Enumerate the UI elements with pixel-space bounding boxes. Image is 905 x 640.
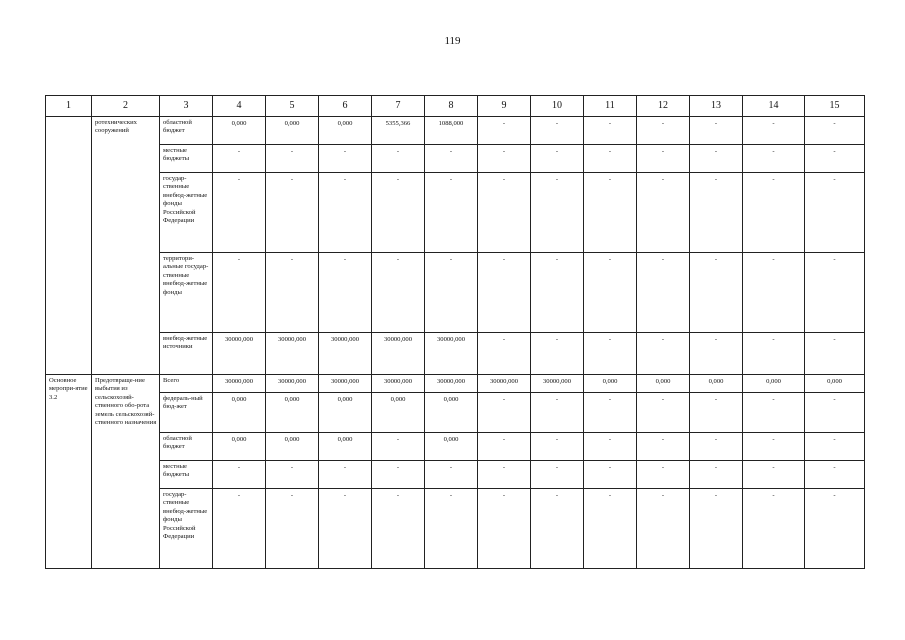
value-cell: 30000,000 [478, 375, 531, 393]
value-cell: - [805, 489, 865, 569]
table-row [46, 145, 865, 173]
value-cell: 0,000 [805, 375, 865, 393]
value-cell: - [531, 433, 584, 461]
value-cell: 5355,366 [372, 117, 425, 145]
value-cell: - [531, 173, 584, 253]
funding-source-cell: областной бюджет [160, 117, 213, 145]
value-cell: - [478, 253, 531, 333]
value-cell: - [637, 333, 690, 375]
value-cell: 30000,000 [372, 333, 425, 375]
value-cell: - [319, 253, 372, 333]
value-cell: 0,000 [425, 433, 478, 461]
value-cell: 30000,000 [213, 375, 266, 393]
value-cell: - [743, 145, 805, 173]
value-cell: - [531, 253, 584, 333]
value-cell: - [319, 173, 372, 253]
budget-table [45, 95, 865, 569]
value-cell: - [372, 489, 425, 569]
value-cell: - [637, 145, 690, 173]
value-cell: - [690, 117, 743, 145]
table-row [46, 489, 865, 569]
value-cell: 0,000 [319, 433, 372, 461]
column-header: 8 [425, 96, 478, 117]
value-cell: 30000,000 [425, 333, 478, 375]
value-cell: - [478, 173, 531, 253]
value-cell: - [743, 393, 805, 433]
value-cell: - [690, 461, 743, 489]
value-cell: - [531, 461, 584, 489]
value-cell: - [690, 253, 743, 333]
column-header: 5 [266, 96, 319, 117]
value-cell: - [372, 173, 425, 253]
description-cell: Предотвраще-ние выбытия из сельскохозяй-ственного обо-рота земель сельскохозяй-ственного назначения [92, 375, 160, 569]
value-cell: 0,000 [372, 393, 425, 433]
column-header: 6 [319, 96, 372, 117]
activity-cell [46, 117, 92, 375]
column-header: 2 [92, 96, 160, 117]
value-cell: 30000,000 [425, 375, 478, 393]
value-cell: - [637, 117, 690, 145]
value-cell: - [213, 145, 266, 173]
value-cell: - [478, 333, 531, 375]
value-cell: 30000,000 [372, 375, 425, 393]
value-cell: - [425, 145, 478, 173]
value-cell: - [213, 461, 266, 489]
table-row [46, 375, 865, 393]
value-cell: - [584, 173, 637, 253]
value-cell: - [584, 433, 637, 461]
value-cell: - [372, 433, 425, 461]
value-cell: - [690, 393, 743, 433]
value-cell: - [266, 489, 319, 569]
table-row [46, 461, 865, 489]
value-cell: - [805, 333, 865, 375]
value-cell: - [743, 117, 805, 145]
column-header: 15 [805, 96, 865, 117]
value-cell: 0,000 [319, 393, 372, 433]
value-cell: - [690, 173, 743, 253]
value-cell: - [213, 253, 266, 333]
value-cell: - [584, 393, 637, 433]
value-cell: - [478, 393, 531, 433]
value-cell: - [805, 145, 865, 173]
value-cell: - [584, 117, 637, 145]
value-cell: 0,000 [213, 393, 266, 433]
table-row [46, 173, 865, 253]
value-cell: - [584, 253, 637, 333]
value-cell: - [743, 489, 805, 569]
value-cell: - [531, 393, 584, 433]
value-cell: 30000,000 [266, 375, 319, 393]
value-cell: - [637, 253, 690, 333]
column-header: 11 [584, 96, 637, 117]
value-cell: - [319, 461, 372, 489]
description-cell: ротехнических сооружений [92, 117, 160, 375]
funding-source-cell: Всего [160, 375, 213, 393]
value-cell: 0,000 [584, 375, 637, 393]
value-cell: - [213, 173, 266, 253]
value-cell: - [584, 489, 637, 569]
value-cell: - [319, 489, 372, 569]
funding-source-cell: государ-ственные внебюд-жетные фонды Российской Федерации [160, 489, 213, 569]
value-cell: - [425, 489, 478, 569]
value-cell: - [478, 433, 531, 461]
funding-source-cell: областной бюджет [160, 433, 213, 461]
funding-source-cell: местные бюджеты [160, 461, 213, 489]
table-row [46, 393, 865, 433]
value-cell: - [743, 253, 805, 333]
header-row [46, 96, 865, 117]
value-cell: 0,000 [213, 433, 266, 461]
value-cell: - [690, 433, 743, 461]
value-cell: 30000,000 [266, 333, 319, 375]
value-cell: - [743, 333, 805, 375]
value-cell: - [266, 145, 319, 173]
value-cell: - [425, 253, 478, 333]
value-cell: - [531, 117, 584, 145]
funding-source-cell: внебюд-жетные источники [160, 333, 213, 375]
value-cell: - [425, 461, 478, 489]
column-header: 4 [213, 96, 266, 117]
value-cell: - [637, 433, 690, 461]
value-cell: 30000,000 [213, 333, 266, 375]
value-cell: 0,000 [690, 375, 743, 393]
value-cell: 0,000 [266, 433, 319, 461]
table-row [46, 117, 865, 145]
column-header: 9 [478, 96, 531, 117]
value-cell: 0,000 [743, 375, 805, 393]
value-cell: - [584, 333, 637, 375]
activity-cell: Основное меропри-ятие 3.2 [46, 375, 92, 569]
value-cell: - [690, 145, 743, 173]
value-cell: - [266, 173, 319, 253]
value-cell: 0,000 [266, 117, 319, 145]
table-row [46, 253, 865, 333]
value-cell: - [584, 145, 637, 173]
value-cell: - [637, 173, 690, 253]
value-cell: - [213, 489, 266, 569]
funding-source-cell: территори-альные государ-ственные внебюд-жетные фонды [160, 253, 213, 333]
value-cell: - [805, 117, 865, 145]
column-header: 13 [690, 96, 743, 117]
value-cell: - [425, 173, 478, 253]
funding-source-cell: государ-ственные внебюд-жетные фонды Российской Федерации [160, 173, 213, 253]
value-cell: - [531, 333, 584, 375]
value-cell: - [805, 173, 865, 253]
value-cell: - [266, 253, 319, 333]
value-cell: 30000,000 [319, 333, 372, 375]
value-cell: - [805, 253, 865, 333]
value-cell: - [690, 489, 743, 569]
value-cell: 0,000 [319, 117, 372, 145]
value-cell: - [637, 489, 690, 569]
value-cell: - [637, 461, 690, 489]
value-cell: - [319, 145, 372, 173]
table-row [46, 433, 865, 461]
value-cell: - [478, 145, 531, 173]
value-cell: - [743, 433, 805, 461]
value-cell: 0,000 [425, 393, 478, 433]
value-cell: - [478, 117, 531, 145]
value-cell: - [743, 461, 805, 489]
value-cell: - [584, 461, 637, 489]
funding-source-cell: федераль-ный бюд-жет [160, 393, 213, 433]
column-header: 7 [372, 96, 425, 117]
value-cell: 0,000 [213, 117, 266, 145]
value-cell: - [478, 489, 531, 569]
table-row [46, 333, 865, 375]
value-cell: - [372, 145, 425, 173]
value-cell: - [805, 461, 865, 489]
column-header: 12 [637, 96, 690, 117]
value-cell: - [805, 433, 865, 461]
value-cell: - [637, 393, 690, 433]
column-header: 1 [46, 96, 92, 117]
value-cell: 0,000 [266, 393, 319, 433]
value-cell: 0,000 [637, 375, 690, 393]
value-cell: 1088,000 [425, 117, 478, 145]
value-cell: - [372, 253, 425, 333]
value-cell: - [531, 145, 584, 173]
funding-source-cell: местные бюджеты [160, 145, 213, 173]
value-cell: 30000,000 [531, 375, 584, 393]
value-cell: - [743, 173, 805, 253]
value-cell: - [531, 489, 584, 569]
value-cell: - [478, 461, 531, 489]
column-header: 14 [743, 96, 805, 117]
value-cell: - [372, 461, 425, 489]
column-header: 3 [160, 96, 213, 117]
value-cell: - [690, 333, 743, 375]
value-cell: - [805, 393, 865, 433]
value-cell: - [266, 461, 319, 489]
column-header: 10 [531, 96, 584, 117]
value-cell: 30000,000 [319, 375, 372, 393]
page-number: 119 [444, 35, 461, 47]
